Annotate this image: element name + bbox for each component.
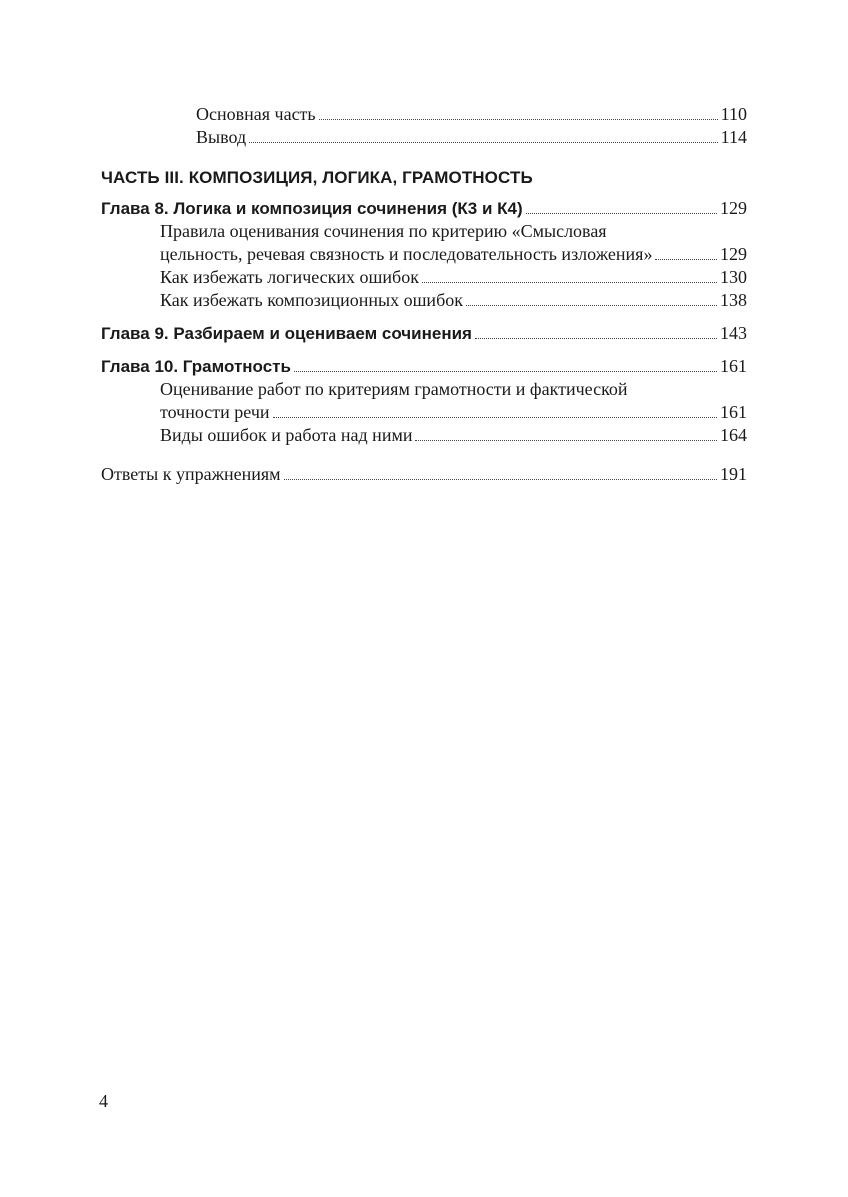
toc-entry-line: Оценивание работ по критериям грамотности и фактической	[160, 379, 628, 399]
spacer	[101, 345, 747, 355]
chapter-title: Глава 9. Разбираем и оцениваем сочинения	[101, 324, 472, 343]
toc-entry-title: Вывод	[196, 127, 247, 147]
dot-leader	[284, 478, 717, 480]
page-number: 4	[99, 1091, 108, 1111]
toc-entry-title: Основная часть	[196, 104, 316, 124]
chapter-entry	[101, 197, 747, 220]
toc-entry-page: 164	[720, 425, 747, 445]
toc-entry	[101, 401, 747, 424]
toc-entry	[101, 424, 747, 447]
dot-leader	[273, 416, 717, 418]
toc-entry-title: Виды ошибок и работа над ними	[160, 425, 413, 445]
toc-entry-page: 130	[720, 267, 747, 287]
toc-entry-page: 138	[720, 290, 747, 310]
dot-leader	[466, 304, 717, 306]
toc-entry-page: 129	[720, 244, 747, 264]
toc-entry-title: цельность, речевая связность и последовательность изложения»	[160, 244, 653, 264]
dot-leader	[319, 118, 718, 120]
dot-leader	[422, 281, 717, 283]
toc-entry	[101, 266, 747, 289]
toc-entry-page: 161	[720, 402, 747, 422]
chapter-title: Глава 10. Грамотность	[101, 357, 291, 376]
answers-page: 191	[720, 464, 747, 484]
dot-leader	[475, 337, 717, 339]
dot-leader	[294, 370, 717, 372]
dot-leader	[655, 258, 717, 260]
answers-title: Ответы к упражнениям	[101, 464, 281, 484]
dot-leader	[415, 439, 717, 441]
toc-entry	[101, 243, 747, 266]
toc-entry-line: Правила оценивания сочинения по критерию «Смысловая	[160, 221, 607, 241]
chapter-title: Глава 8. Логика и композиция сочинения (К3 и К4)	[101, 199, 523, 218]
chapter-entry	[101, 355, 747, 378]
toc-entry-page: 110	[720, 104, 747, 124]
chapter-page: 129	[720, 198, 747, 218]
toc-entry-title: Как избежать логических ошибок	[160, 267, 419, 287]
dot-leader	[249, 141, 718, 143]
toc-entry	[101, 289, 747, 312]
dot-leader	[526, 212, 717, 214]
toc-entry	[101, 126, 747, 149]
toc-entry	[101, 463, 747, 486]
chapter-page: 161	[720, 356, 747, 376]
table-of-contents	[101, 103, 747, 486]
toc-entry-page: 114	[720, 127, 747, 147]
toc-entry-title: Как избежать композиционных ошибок	[160, 290, 463, 310]
chapter-entry	[101, 322, 747, 345]
spacer	[101, 312, 747, 322]
spacer	[101, 447, 747, 463]
toc-entry	[101, 103, 747, 126]
toc-entry-title: точности речи	[160, 402, 270, 422]
chapter-page: 143	[720, 323, 747, 343]
part-heading: ЧАСТЬ III. КОМПОЗИЦИЯ, ЛОГИКА, ГРАМОТНОСТЬ	[101, 168, 533, 187]
